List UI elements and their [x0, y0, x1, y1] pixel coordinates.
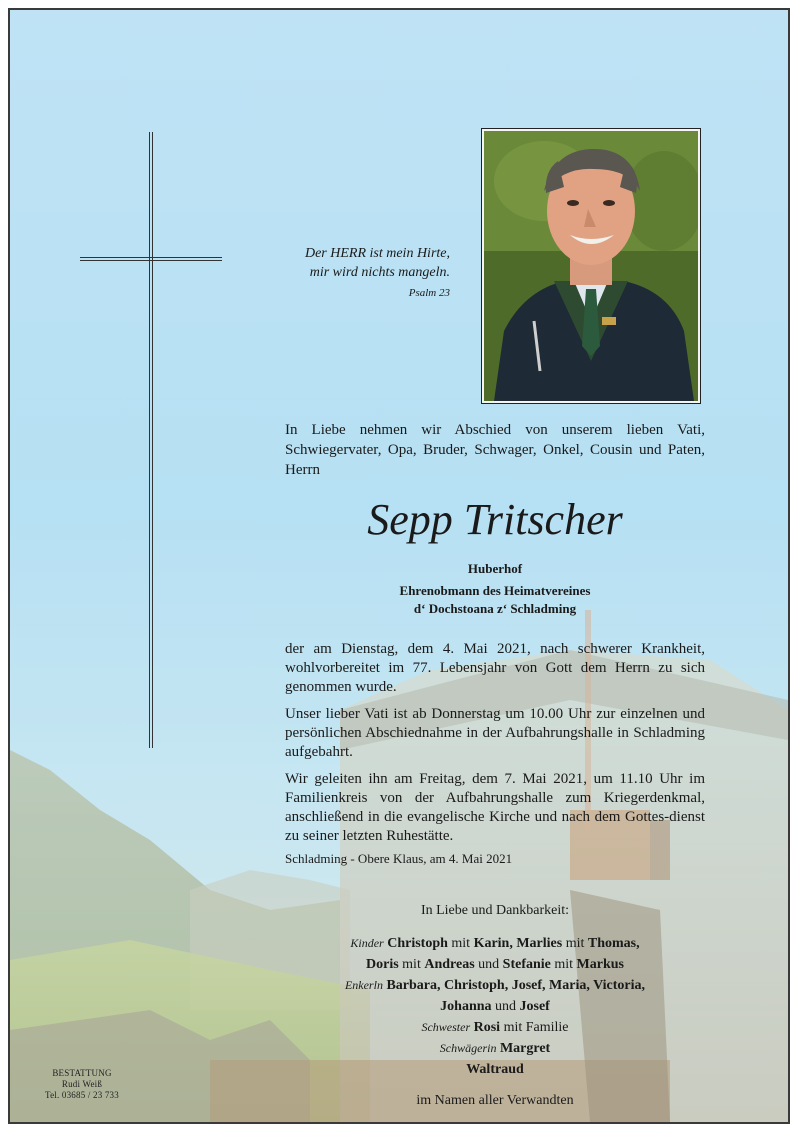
sister-in-law-line-2 — [285, 1059, 705, 1080]
cross-horizontal — [80, 257, 222, 261]
paragraph-death: der am Dienstag, dem 4. Mai 2021, nach schwerer Krankheit, wohlvorbereitet im 77. Lebensjahr von Gott dem Herrn zu sich genommen wurde. — [285, 641, 705, 695]
announcement-body — [285, 640, 705, 854]
honorary-title: Ehrenobmann des Heimatvereines — [399, 583, 591, 598]
sister-in-law-name: Waltraud — [466, 1062, 524, 1077]
paragraph-funeral: Wir geleiten ihn am Freitag, dem 7. Mai 2021, um 11.10 Uhr im Familienkreis von der Aufbahrungshalle zum Kriegerdenkmal, anschließend in die evangelische Kirche und nach dem Gottes-dienst zu seiner letzten Ruhestätte. — [285, 771, 705, 844]
association-name: d‘ Dochstoana z‘ Schladming — [413, 601, 577, 616]
children-line-1 — [285, 933, 705, 954]
connector: mit — [565, 936, 585, 951]
undertaker-label: BESTATTUNG — [52, 1068, 112, 1078]
mourners-list — [285, 900, 705, 1111]
child-name: Marlies — [516, 936, 563, 951]
connector: und — [478, 957, 500, 972]
deceased-details — [285, 560, 705, 618]
cross-vertical — [149, 132, 153, 748]
grandchildren-line-2 — [285, 996, 705, 1017]
partner-name: Markus — [576, 957, 624, 972]
place-date: Schladming - Obere Klaus, am 4. Mai 2021 — [285, 851, 513, 866]
sister-in-law-line — [285, 1038, 705, 1059]
connector: und — [495, 999, 517, 1014]
grandchildren-names: Barbara, Christoph, Josef, Maria, Victoria, — [386, 978, 646, 993]
connector: mit — [451, 936, 471, 951]
portrait-frame — [481, 128, 701, 404]
children-line-2 — [285, 954, 705, 975]
connector: mit — [402, 957, 421, 972]
sister-name: Rosi — [473, 1020, 501, 1035]
farm-name: Huberhof — [467, 561, 523, 576]
psalm-line-2: mir wird nichts mangeln. — [309, 265, 450, 280]
paragraph-viewing: Unser lieber Vati ist ab Donnerstag um 10.00 Uhr zur einzelnen und persönlichen Abschiednahme in der Aufbahrungshalle in Schladming aufgebahrt. — [285, 706, 705, 760]
mourners-lead: In Liebe und Dankbarkeit: — [420, 903, 570, 918]
psalm-quote — [240, 244, 450, 303]
children-label: Kinder — [350, 936, 384, 950]
child-name: Doris — [366, 957, 399, 972]
content-layer — [10, 10, 788, 1122]
undertaker-info — [34, 1068, 130, 1101]
undertaker-name: Rudi Weiß — [61, 1079, 103, 1089]
connector: mit — [554, 957, 574, 972]
psalm-line-1: Der HERR ist mein Hirte, — [304, 246, 450, 261]
child-name: Stefanie — [502, 957, 551, 972]
portrait-photo — [484, 131, 698, 401]
partner-name: Thomas, — [587, 936, 640, 951]
sister-suffix: mit Familie — [503, 1020, 569, 1035]
sister-line — [285, 1017, 705, 1038]
partner-name: Andreas — [424, 957, 475, 972]
sister-in-law-name: Margret — [499, 1041, 551, 1056]
deceased-name: Sepp Tritscher — [367, 495, 623, 544]
partner-name: Karin, — [473, 936, 513, 951]
undertaker-phone: Tel. 03685 / 23 733 — [45, 1090, 119, 1100]
child-name: Christoph — [387, 936, 448, 951]
grandchildren-label: Enkerln — [344, 978, 383, 992]
grandchildren-line-1 — [285, 975, 705, 996]
intro-text: In Liebe nehmen wir Abschied von unserem lieben Vati, Schwiegervater, Opa, Bruder, Schwager, Onkel, Cousin und Paten, Herrn — [285, 422, 705, 478]
grandchild-name: Josef — [519, 999, 550, 1014]
grandchild-name: Johanna — [440, 999, 492, 1014]
sister-label: Schwester — [421, 1020, 471, 1034]
psalm-reference: Psalm 23 — [408, 287, 450, 299]
closing-line: im Namen aller Verwandten — [416, 1093, 574, 1108]
page-frame — [8, 8, 790, 1124]
sister-in-law-label: Schwägerin — [439, 1041, 497, 1055]
